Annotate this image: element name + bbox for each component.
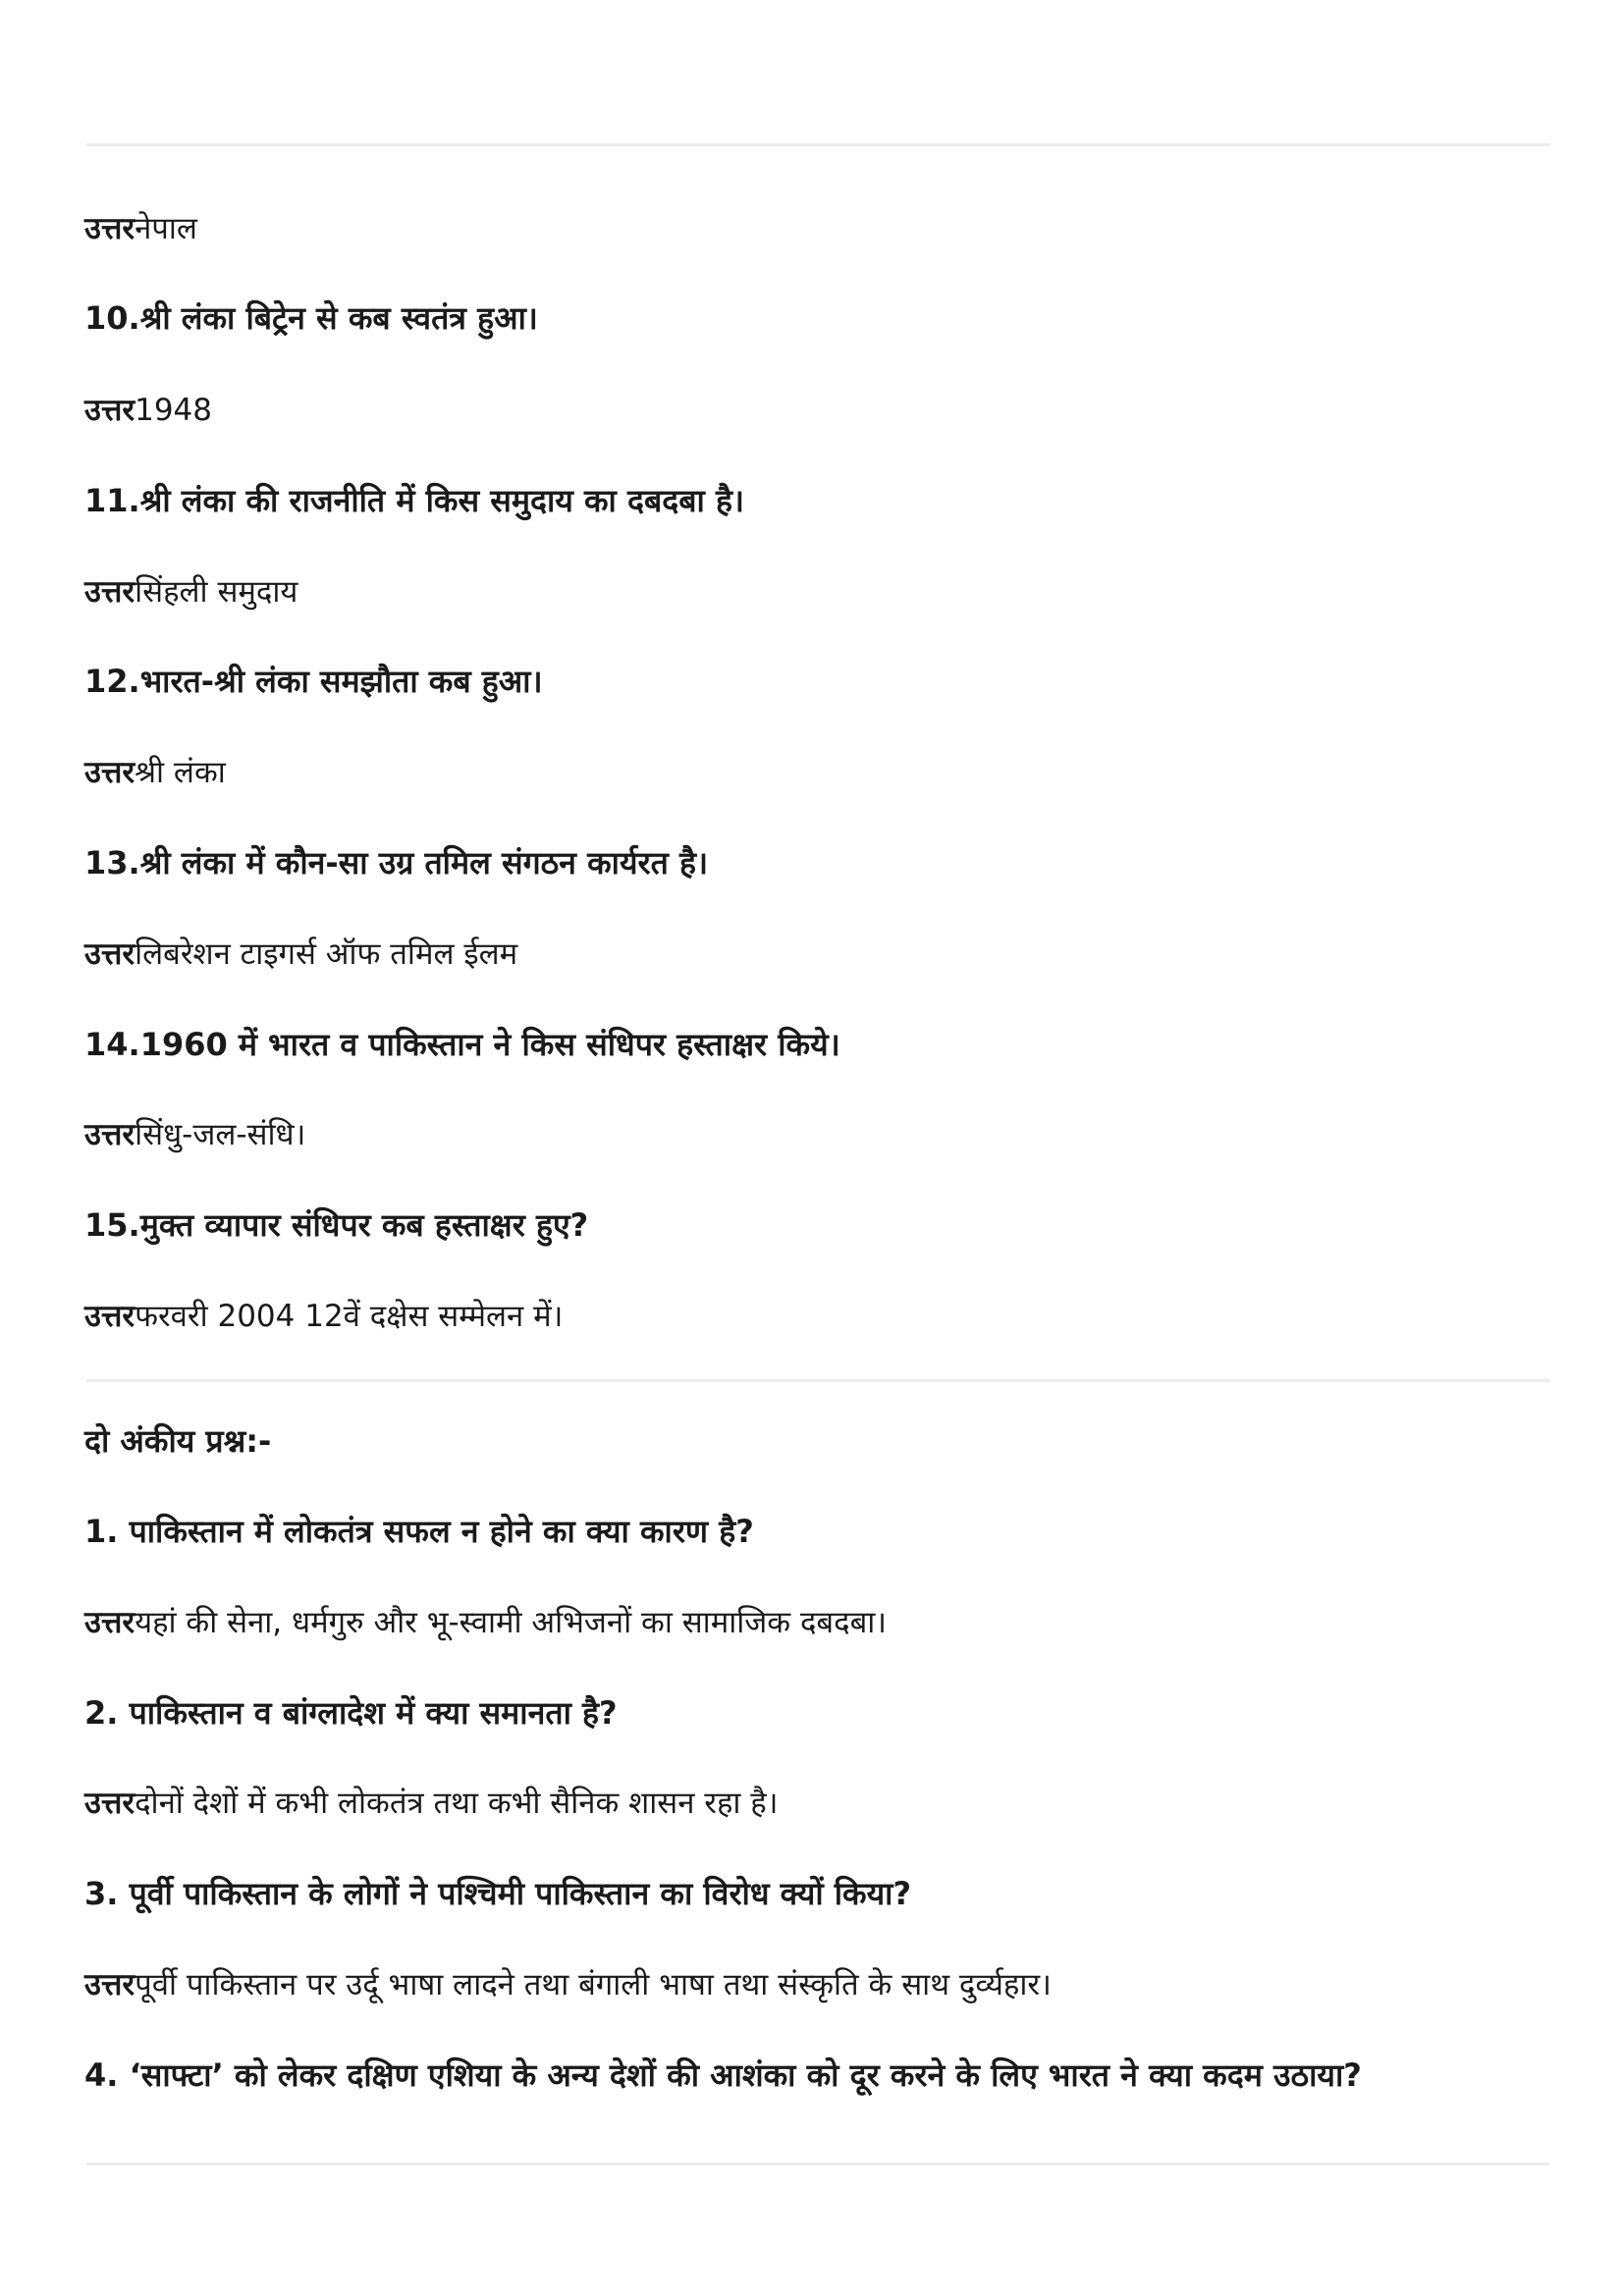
answer-nepal — [84, 211, 197, 246]
answer-2mark-2 — [84, 1786, 779, 1821]
question-2mark-1: 1. पाकिस्तान में लोकतंत्र सफल न होने का क्या कारण है? — [84, 1513, 754, 1550]
answer-text: यहां की सेना, धर्मगुरु और भू-स्वामी अभिजनों का सामाजिक दबदबा। — [135, 1605, 888, 1640]
answer-13 — [84, 936, 518, 972]
answer-text: सिंधु-जल-संधि। — [135, 1117, 306, 1152]
question-14: 14.1960 में भारत व पाकिस्तान ने किस संधिपर हस्ताक्षर किये। — [84, 1026, 840, 1063]
answer-text: सिंहली समुदाय — [135, 574, 298, 610]
question-15: 15.मुक्त व्यापार संधिपर कब हस्ताक्षर हुए? — [84, 1206, 589, 1244]
answer-2mark-3 — [84, 1967, 1052, 2002]
answer-text: फरवरी 2004 12वें दक्षेस सम्मेलन में। — [135, 1299, 564, 1334]
bottom-divider — [86, 2163, 1549, 2165]
question-10: 10.श्री लंका बिट्रेन से कब स्वतंत्र हुआ। — [84, 299, 538, 337]
answer-label: उत्तर — [84, 1967, 135, 2002]
answer-text: पूर्वी पाकिस्तान पर उर्दू भाषा लादने तथा बंगाली भाषा तथा संस्कृति के साथ दुर्व्यहार। — [135, 1967, 1052, 2002]
answer-label: उत्तर — [84, 1299, 135, 1334]
question-11: 11.श्री लंका की राजनीति में किस समुदाय का दबदबा है। — [84, 482, 745, 519]
answer-label: उत्तर — [84, 1117, 135, 1152]
answer-label: उत्तर — [84, 936, 135, 972]
answer-label: उत्तर — [84, 574, 135, 610]
question-2mark-4: 4. ‘साफ्टा’ को लेकर दक्षिण एशिया के अन्य देशों की आशंका को दूर करने के लिए भारत ने क्या कदम उठाया? — [84, 2056, 1362, 2094]
answer-11 — [84, 574, 298, 610]
answer-text: दोनों देशों में कभी लोकतंत्र तथा कभी सैनिक शासन रहा है। — [135, 1786, 779, 1821]
question-2mark-2: 2. पाकिस्तान व बांग्लादेश में क्या समानता है? — [84, 1694, 618, 1732]
answer-text: श्री लंका — [135, 755, 226, 790]
answer-text: लिबरेशन टाइगर्स ऑफ तमिल ईलम — [135, 936, 518, 972]
answer-text: 1948 — [135, 393, 212, 428]
answer-label: उत्तर — [84, 393, 135, 428]
answer-label: उत्तर — [84, 211, 135, 246]
section-heading: दो अंकीय प्रश्न:- — [84, 1422, 272, 1460]
answer-label: उत्तर — [84, 755, 135, 790]
answer-label: उत्तर — [84, 1786, 135, 1821]
question-2mark-3: 3. पूर्वी पाकिस्तान के लोगों ने पश्चिमी पाकिस्तान का विरोध क्यों किया? — [84, 1875, 912, 1912]
answer-12 — [84, 755, 226, 790]
answer-label: उत्तर — [84, 1605, 135, 1640]
answer-10 — [84, 393, 212, 428]
answer-2mark-1 — [84, 1605, 888, 1640]
top-divider — [86, 143, 1549, 146]
question-13: 13.श्री लंका में कौन-सा उग्र तमिल संगठन कार्यरत है। — [84, 844, 709, 881]
section-divider — [86, 1379, 1549, 1382]
answer-text: नेपाल — [135, 211, 197, 246]
answer-14 — [84, 1117, 306, 1152]
question-12: 12.भारत-श्री लंका समझौता कब हुआ। — [84, 663, 543, 700]
answer-15 — [84, 1299, 564, 1334]
